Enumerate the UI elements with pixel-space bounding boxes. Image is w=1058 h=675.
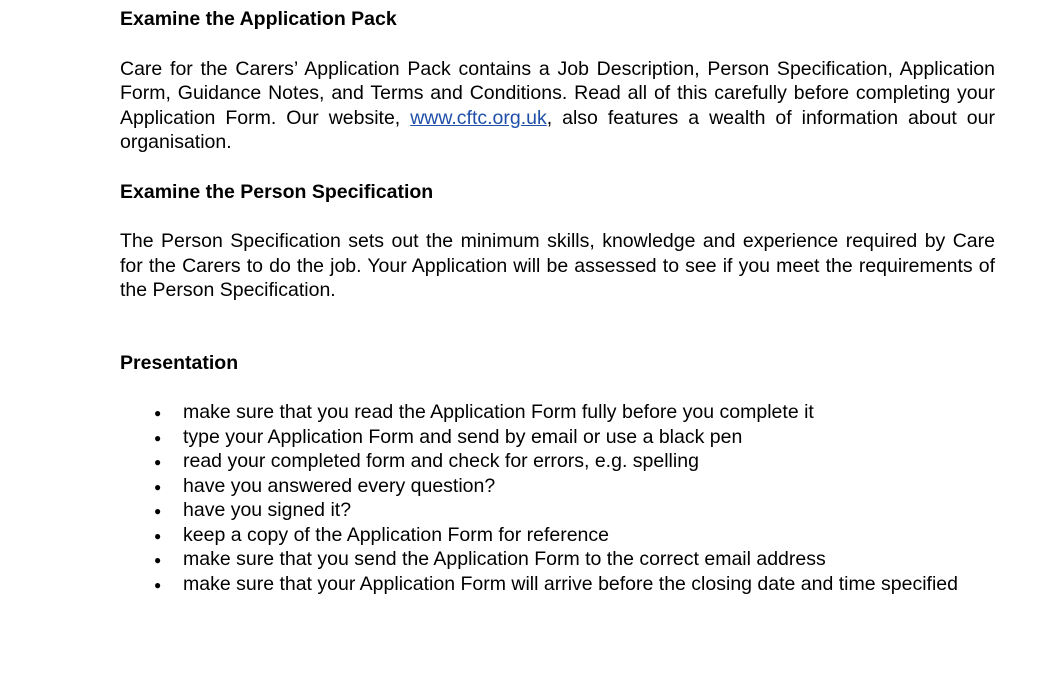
website-link[interactable]: www.cftc.org.uk [410,106,547,129]
heading-presentation: Presentation [120,351,239,374]
pack-text-before-link: Care for the Carers’ Application Pack contains a Job Description, Person Specification, Application Form, Guidance Notes, and Terms and Conditions. Read all of this carefully before completing your Application Form. Our website, [120,57,995,129]
pack-text-after-link: , also features a wealth of information about our organisation. [120,106,995,153]
spacer [120,303,995,351]
heading-application-pack: Examine the Application Pack [120,8,397,30]
list-item-text: make sure that your Application Form will arrive before the closing date and time specified [183,572,958,595]
list-item-text: have you answered every question? [183,474,496,497]
heading-person-specification: Examine the Person Specification [120,180,434,203]
paragraph-application-pack [120,57,995,155]
list-item [120,523,1003,548]
list-item-text: make sure that you read the Application Form fully before you complete it [183,401,814,423]
list-item-text: read your completed form and check for errors, e.g. spelling [183,450,699,472]
spacer [120,204,995,229]
list-item-text: make sure that you send the Application Form to the correct email address [183,548,826,570]
spacer [120,155,995,180]
bullet-icon: ● [154,528,162,543]
list-item-text: type your Application Form and send by email or use a black pen [183,425,743,448]
list-item [120,572,1003,597]
bullet-icon: ● [154,577,162,592]
list-item [120,474,1003,499]
bullet-icon: ● [154,504,162,518]
bullet-icon: ● [154,406,162,420]
presentation-checklist [120,400,995,596]
bullet-icon: ● [154,553,162,567]
list-item [120,425,1003,450]
list-item [120,449,1003,474]
list-item-text: have you signed it? [183,499,352,521]
paragraph-person-specification: The Person Specification sets out the minimum skills, knowledge and experience required by Care for the Carers to do the job. Your Application will be assessed to see if you meet the requirements of the Person Specification. [120,230,995,301]
list-item [120,400,1003,425]
bullet-icon: ● [154,455,162,469]
spacer [120,32,995,57]
document-page [120,7,995,596]
bullet-icon: ● [154,479,162,494]
spacer [120,375,995,400]
list-item [120,498,1003,523]
list-item-text: keep a copy of the Application Form for reference [183,523,609,546]
bullet-icon: ● [154,430,162,445]
list-item [120,547,1003,572]
